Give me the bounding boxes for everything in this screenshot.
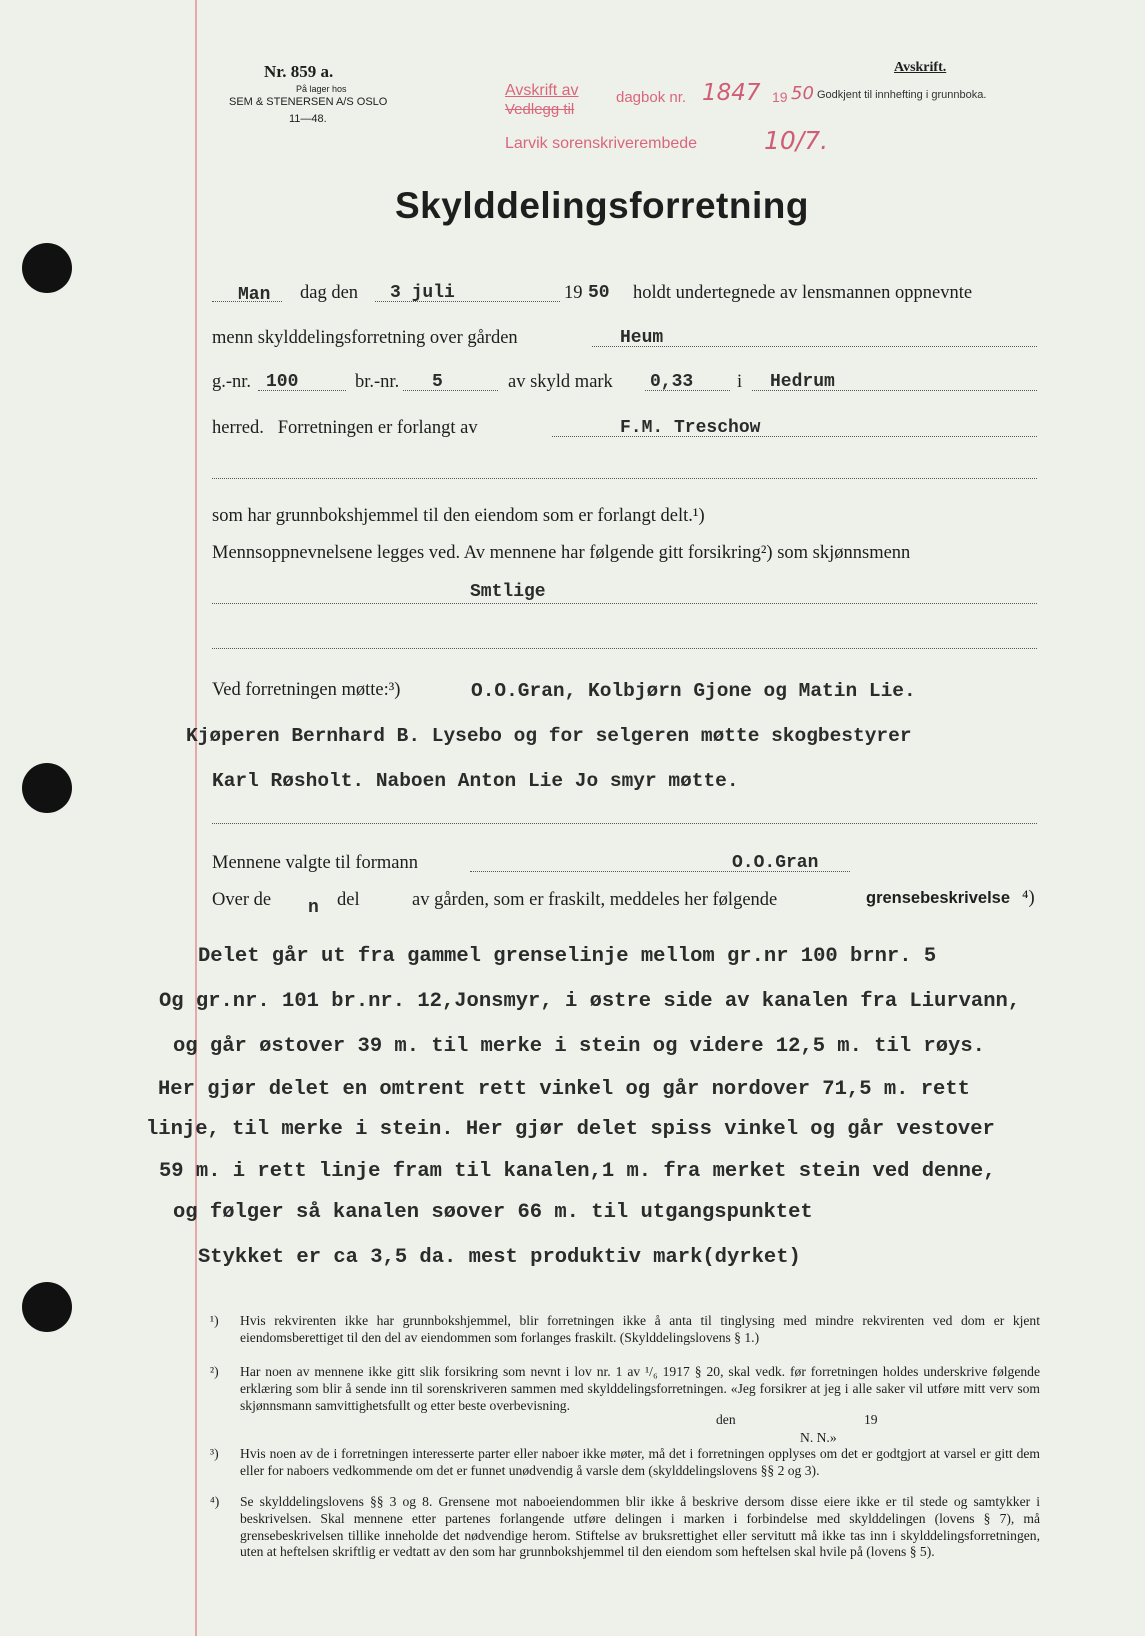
grense-label: grensebeskrivelse <box>866 889 1011 907</box>
farm-value: Heum <box>620 328 664 348</box>
grunnbok-text: som har grunnbokshjemmel til den eiendom som er forlangt delt.¹) <box>212 506 705 526</box>
print-date: 11—48. <box>289 113 327 125</box>
skyld-label: av skyld mark <box>508 372 613 392</box>
footnote-2-year: 19 <box>864 1412 878 1427</box>
footnote-2-nn: N. N.» <box>800 1430 837 1445</box>
motte-line-2: Kjøperen Bernhard B. Lysebo og for selgeren møtte skogbestyrer <box>186 725 912 747</box>
footnote-3: ³) Hvis noen av de i forretningen interesserte parter eller naboer ikke møter, må det i forretningen opplyses om det er godtgjort at varsel er gitt dem eller for naboers vedkommende om det er funnet unødvendig å varsle dem (skylddelingslovens §§ 2 og 3). <box>210 1446 1040 1478</box>
motte-label: Ved forretningen møtte:³) <box>212 680 401 700</box>
stamp-year-prefix: 19 <box>772 89 788 105</box>
over-rest-text: av gården, som er fraskilt, meddeles her følgende <box>412 890 778 910</box>
formann-label: Mennene valgte til formann <box>212 853 419 873</box>
dag-den-label: dag den <box>300 283 359 303</box>
blank-line <box>212 478 1037 479</box>
stamp-attachment-label: Vedlegg til <box>505 101 575 118</box>
footnote-2: ²) Har noen av mennene ikke gitt slik forsikring som nevnt i lov nr. 1 av ¹/₆ 1917 § 20, skal vedk. før forretningen holdes underskrive følgende erklæring som blir å sende inn til sorenskriveren sammen med skylddelingsforretningen. «Jeg forsikrer at jeg i alle saker vil utføre mitt verv som skjønnsmann samvittighetsfullt og etter beste overbevisning. <box>210 1364 1040 1413</box>
stamp-copy-label: Avskrift av <box>505 82 579 99</box>
menn-text: Mennsoppnevnelsene legges ved. Av mennene har følgende gitt forsikring²) som skjønnsmenn <box>212 543 911 563</box>
held-text: holdt undertegnede av lensmannen oppnevnte <box>633 283 973 303</box>
over-del-label: del <box>337 890 360 910</box>
bnr-value: 5 <box>432 372 443 392</box>
boundary-line: og går østover 39 m. til merke i stein og videre 12,5 m. til røys. <box>173 1035 985 1058</box>
boundary-line: 59 m. i rett linje fram til kanalen,1 m. fra merket stein ved denne, <box>159 1160 996 1183</box>
boundary-line: linje, til merke i stein. Her gjør delet spiss vinkel og går vestover <box>146 1118 995 1141</box>
boundary-line: Her gjør delet en omtrent rett vinkel og går nordover 71,5 m. rett <box>158 1078 970 1101</box>
punch-hole-middle <box>22 763 72 813</box>
motte-line-3: Karl Røsholt. Naboen Anton Lie Jo smyr møtte. <box>212 770 739 792</box>
year-value: 50 <box>588 283 610 303</box>
margin-rule <box>195 0 197 1636</box>
copy-label: Avskrift. <box>894 60 947 75</box>
stamp-dagbok-number: 1847 <box>702 80 761 106</box>
gnr-value: 100 <box>266 372 299 392</box>
stamp-date: 10/7. <box>764 126 829 155</box>
bnr-label: br.-nr. <box>355 372 400 392</box>
stamp-year-value: 50 <box>791 83 814 104</box>
stamp-approval: Godkjent til innhefting i grunnboka. <box>817 89 987 101</box>
date-value: 3 juli <box>390 283 455 303</box>
printer-stock-line: På lager hos <box>296 84 347 94</box>
over-fraction: n <box>308 898 319 918</box>
municipality-value: Hedrum <box>770 372 835 392</box>
page-title: Skylddelingsforretning <box>395 185 809 226</box>
grense-sup: ⁴) <box>1022 888 1035 908</box>
weekday-value: Man <box>238 285 271 305</box>
skyld-value: 0,33 <box>650 372 694 392</box>
over-de-label: Over de <box>212 890 272 910</box>
boundary-line: og følger så kanalen søover 66 m. til utgangspunktet <box>173 1201 813 1224</box>
boundary-line: Stykket er ca 3,5 da. mest produktiv mark(dyrket) <box>198 1246 801 1269</box>
printer-name: SEM & STENERSEN A/S OSLO <box>229 96 388 108</box>
boundary-line: Delet går ut fra gammel grenselinje mellom gr.nr 100 brnr. 5 <box>198 945 937 968</box>
men-text: menn skylddelingsforretning over gården <box>212 328 518 348</box>
footnote-1: ¹) Hvis rekvirenten ikke har grunnbokshjemmel, blir forretningen ikke å anta til tinglysing med mindre rekvirenten ved dom er kjent eiendomsberettiget til den del av eiendommen som forlanges fraskilt. (Skylddelingslovens § 1.) <box>210 1313 1040 1345</box>
boundary-line: Og gr.nr. 101 br.nr. 12,Jonsmyr, i østre side av kanalen fra Liurvann, <box>159 990 1021 1013</box>
year-prefix: 19 <box>564 283 583 303</box>
form-number: Nr. 859 a. <box>264 62 334 81</box>
herred-text: herred. Forretningen er forlangt av <box>212 418 478 438</box>
i-label: i <box>737 372 743 392</box>
stamp-office: Larvik sorenskriverembede <box>505 135 698 152</box>
sworn-value: Smtlige <box>470 582 546 602</box>
requester-value: F.M. Treschow <box>620 418 761 438</box>
gnr-label: g.-nr. <box>212 372 252 392</box>
motte-line-1: O.O.Gran, Kolbjørn Gjone og Matin Lie. <box>471 680 916 702</box>
stamp-dagbok-label: dagbok nr. <box>616 89 687 106</box>
punch-hole-top <box>22 243 72 293</box>
punch-hole-bottom <box>22 1282 72 1332</box>
footnote-2-den: den <box>716 1412 736 1427</box>
formann-value: O.O.Gran <box>732 853 819 873</box>
footnote-4: ⁴) Se skylddelingslovens §§ 3 og 8. Grensene mot naboeiendommen blir ikke å beskrive dersom disse eiere ikke er til stede og samtykker i beskrivelsen. Skal mennene etter partenes forlangende utføre delingen i marken i forbindelse med skylddelingen (lovens § 7), må grensebeskrivelsen tillike inneholde det nødvendige herom. Stiftelse av bruksrettighet eller servitutt må ikke tas inn i skylddelingsforretningen, uten at heftelsen skriftlig er vedtatt av den som har grunnbokshjemmel til den eiendom som heftelsen skal hvile på (lovens § 5). <box>210 1494 1040 1560</box>
